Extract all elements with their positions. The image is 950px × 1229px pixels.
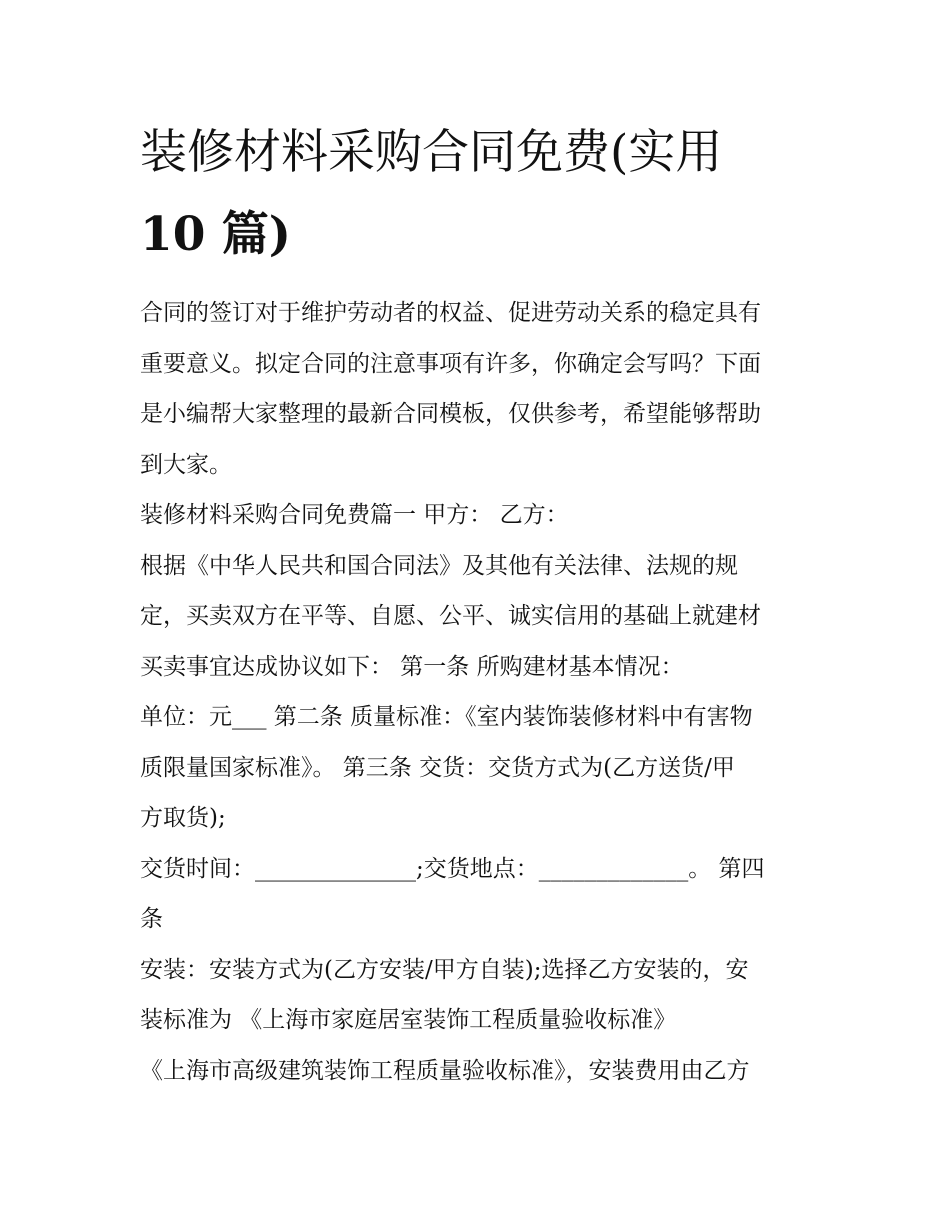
paragraph-line: 根据《中华人民共和国合同法》及其他有关法律、法规的规 [140,552,738,579]
paragraph-line: 买卖事宜达成协议如下： 第一条 所购建材基本情况： [140,653,684,680]
paragraph-line: 质限量国家标准》。 第三条 交货：交货方式为(乙方送货/甲 [140,754,735,781]
paragraph-line: 条 [140,906,163,932]
title-line-2: 10 篇) [140,207,292,262]
paragraph-line: 交货时间：______________;交货地点：_____________。 第四 [140,855,765,882]
paragraph-line: 单位：元___ 第二条 质量标准：《室内装饰装修材料中有害物 [140,704,753,730]
paragraph-line: 到大家。 [140,451,232,478]
paragraph-line: 重要意义。拟定合同的注意事项有许多，你确定会写吗？下面 [140,350,761,377]
paragraph-line: 装标准为 《上海市家庭居室装饰工程质量验收标准》 [140,1007,677,1033]
paragraph-line: 装修材料采购合同免费篇一 甲方： 乙方： [140,502,569,528]
document-page [140,112,820,1096]
paragraph-line: 是小编帮大家整理的最新合同模板，仅供参考，希望能够帮助 [140,401,761,427]
paragraph-line: 安装：安装方式为(乙方安装/甲方自装);选择乙方安装的，安 [140,956,749,983]
paragraph-line: 方取货); [140,805,226,831]
paragraph-line: 合同的签订对于维护劳动者的权益、促进劳动关系的稳定具有 [140,300,761,326]
paragraph-line: 定，买卖双方在平等、自愿、公平、诚实信用的基础上就建材 [140,603,761,629]
paragraph-line: 《上海市高级建筑装饰工程质量验收标准》，安装费用由乙方 [140,1057,750,1084]
document-body [140,288,820,1096]
title-line-1: 装修材料采购合同免费(实用 [140,125,723,180]
document-title [140,112,820,276]
